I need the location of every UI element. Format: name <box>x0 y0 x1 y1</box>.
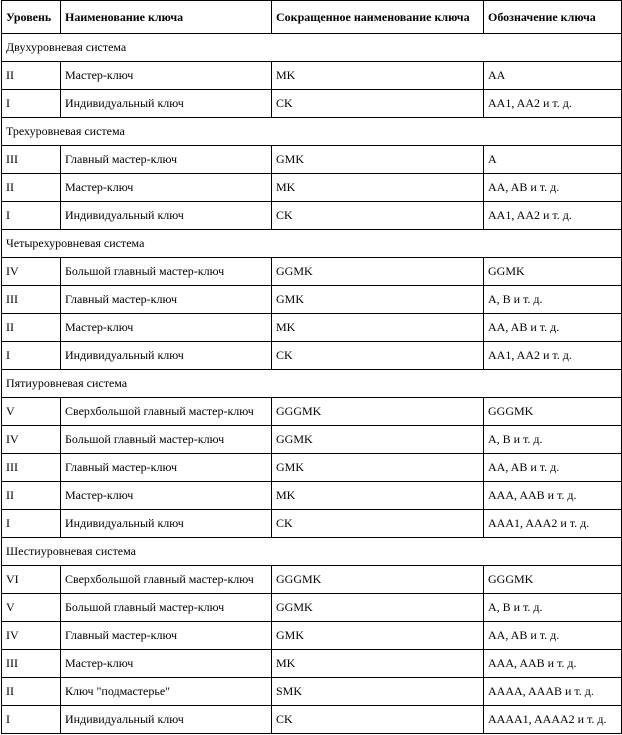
cell-level: II <box>2 678 61 706</box>
section-row <box>2 230 622 258</box>
cell-key-name: Главный мастер-ключ <box>61 622 272 650</box>
cell-key-name: Индивидуальный ключ <box>61 202 272 230</box>
cell-key-designation: GGMK <box>484 258 622 286</box>
cell-key-designation: A, B и т. д. <box>484 594 622 622</box>
table-row <box>2 622 622 650</box>
cell-key-name: Главный мастер-ключ <box>61 146 272 174</box>
cell-level: I <box>2 342 61 370</box>
table-row <box>2 174 622 202</box>
cell-key-designation: A, B и т. д. <box>484 286 622 314</box>
section-row <box>2 370 622 398</box>
cell-key-name: Индивидуальный ключ <box>61 90 272 118</box>
cell-key-designation: AAAA, AAAB и т. д. <box>484 678 622 706</box>
cell-key-abbreviation: GMK <box>272 286 484 314</box>
cell-key-designation: AAA1, AAA2 и т. д. <box>484 510 622 538</box>
cell-key-name: Мастер-ключ <box>61 174 272 202</box>
cell-level: V <box>2 594 61 622</box>
table-row <box>2 426 622 454</box>
cell-level: I <box>2 90 61 118</box>
table-row <box>2 594 622 622</box>
cell-level: V <box>2 398 61 426</box>
cell-key-abbreviation: GMK <box>272 454 484 482</box>
cell-key-name: Сверхбольшой главный мастер-ключ <box>61 398 272 426</box>
cell-level: III <box>2 454 61 482</box>
cell-key-abbreviation: GGMK <box>272 258 484 286</box>
cell-key-abbreviation: MK <box>272 174 484 202</box>
cell-level: IV <box>2 258 61 286</box>
table-row <box>2 286 622 314</box>
table-row <box>2 706 622 734</box>
cell-key-designation: GGGMK <box>484 398 622 426</box>
header-key-designation: Обозначение ключа <box>484 1 622 34</box>
cell-key-name: Мастер-ключ <box>61 314 272 342</box>
header-key-name: Наименование ключа <box>61 1 272 34</box>
key-hierarchy-table <box>1 0 622 734</box>
cell-key-name: Ключ "подмастерье" <box>61 678 272 706</box>
cell-key-designation: A <box>484 146 622 174</box>
section-row <box>2 118 622 146</box>
header-level: Уровень <box>2 1 61 34</box>
cell-key-abbreviation: CK <box>272 510 484 538</box>
header-key-abbreviation: Сокращенное наименование ключа <box>272 1 484 34</box>
table-row <box>2 342 622 370</box>
cell-key-designation: AA1, AA2 и т. д. <box>484 342 622 370</box>
cell-key-abbreviation: MK <box>272 314 484 342</box>
table-row <box>2 202 622 230</box>
cell-level: IV <box>2 622 61 650</box>
cell-level: I <box>2 510 61 538</box>
cell-key-abbreviation: GMK <box>272 622 484 650</box>
cell-key-name: Большой главный мастер-ключ <box>61 426 272 454</box>
table-row <box>2 398 622 426</box>
table-row <box>2 566 622 594</box>
table-row <box>2 454 622 482</box>
cell-key-designation: AA1, AA2 и т. д. <box>484 202 622 230</box>
cell-key-designation: AA, AB и т. д. <box>484 454 622 482</box>
cell-key-designation: GGGMK <box>484 566 622 594</box>
table-row <box>2 62 622 90</box>
section-title: Трехуровневая система <box>2 118 622 146</box>
cell-key-abbreviation: GMK <box>272 146 484 174</box>
table-row <box>2 510 622 538</box>
cell-key-abbreviation: SMK <box>272 678 484 706</box>
cell-key-name: Мастер-ключ <box>61 62 272 90</box>
cell-key-name: Индивидуальный ключ <box>61 706 272 734</box>
cell-key-abbreviation: MK <box>272 650 484 678</box>
table-row <box>2 258 622 286</box>
table-row <box>2 650 622 678</box>
table-row <box>2 146 622 174</box>
cell-key-abbreviation: CK <box>272 342 484 370</box>
cell-key-designation: AA1, AA2 и т. д. <box>484 90 622 118</box>
cell-key-designation: AAA, AAB и т. д. <box>484 482 622 510</box>
section-row <box>2 34 622 62</box>
cell-key-abbreviation: CK <box>272 90 484 118</box>
cell-key-name: Индивидуальный ключ <box>61 342 272 370</box>
cell-key-abbreviation: GGGMK <box>272 398 484 426</box>
section-title: Пятиуровневая система <box>2 370 622 398</box>
cell-key-name: Большой главный мастер-ключ <box>61 594 272 622</box>
cell-key-name: Мастер-ключ <box>61 482 272 510</box>
cell-key-abbreviation: MK <box>272 62 484 90</box>
cell-level: II <box>2 314 61 342</box>
cell-key-abbreviation: CK <box>272 706 484 734</box>
cell-key-name: Мастер-ключ <box>61 650 272 678</box>
cell-level: I <box>2 706 61 734</box>
cell-key-name: Сверхбольшой главный мастер-ключ <box>61 566 272 594</box>
cell-key-designation: AA, AB и т. д. <box>484 174 622 202</box>
cell-key-abbreviation: GGGMK <box>272 566 484 594</box>
header-row <box>2 1 622 34</box>
cell-level: III <box>2 286 61 314</box>
cell-level: II <box>2 174 61 202</box>
cell-level: III <box>2 650 61 678</box>
cell-key-abbreviation: CK <box>272 202 484 230</box>
section-title: Шестиуровневая система <box>2 538 622 566</box>
table-row <box>2 678 622 706</box>
section-title: Двухуровневая система <box>2 34 622 62</box>
cell-key-name: Главный мастер-ключ <box>61 286 272 314</box>
cell-key-abbreviation: GGMK <box>272 594 484 622</box>
cell-key-designation: AAAA1, AAAA2 и т. д. <box>484 706 622 734</box>
cell-key-abbreviation: GGMK <box>272 426 484 454</box>
cell-key-name: Индивидуальный ключ <box>61 510 272 538</box>
cell-level: VI <box>2 566 61 594</box>
cell-level: II <box>2 62 61 90</box>
cell-key-abbreviation: MK <box>272 482 484 510</box>
cell-key-designation: AAA, AAB и т. д. <box>484 650 622 678</box>
cell-level: I <box>2 202 61 230</box>
table-row <box>2 482 622 510</box>
section-row <box>2 538 622 566</box>
cell-key-name: Главный мастер-ключ <box>61 454 272 482</box>
cell-key-designation: AA, AB и т. д. <box>484 314 622 342</box>
cell-key-designation: AA, AB и т. д. <box>484 622 622 650</box>
cell-level: II <box>2 482 61 510</box>
table-row <box>2 90 622 118</box>
table-body <box>2 34 622 734</box>
cell-level: IV <box>2 426 61 454</box>
table-row <box>2 314 622 342</box>
cell-level: III <box>2 146 61 174</box>
cell-key-designation: AA <box>484 62 622 90</box>
cell-key-name: Большой главный мастер-ключ <box>61 258 272 286</box>
cell-key-designation: A, B и т. д. <box>484 426 622 454</box>
section-title: Четырехуровневая система <box>2 230 622 258</box>
